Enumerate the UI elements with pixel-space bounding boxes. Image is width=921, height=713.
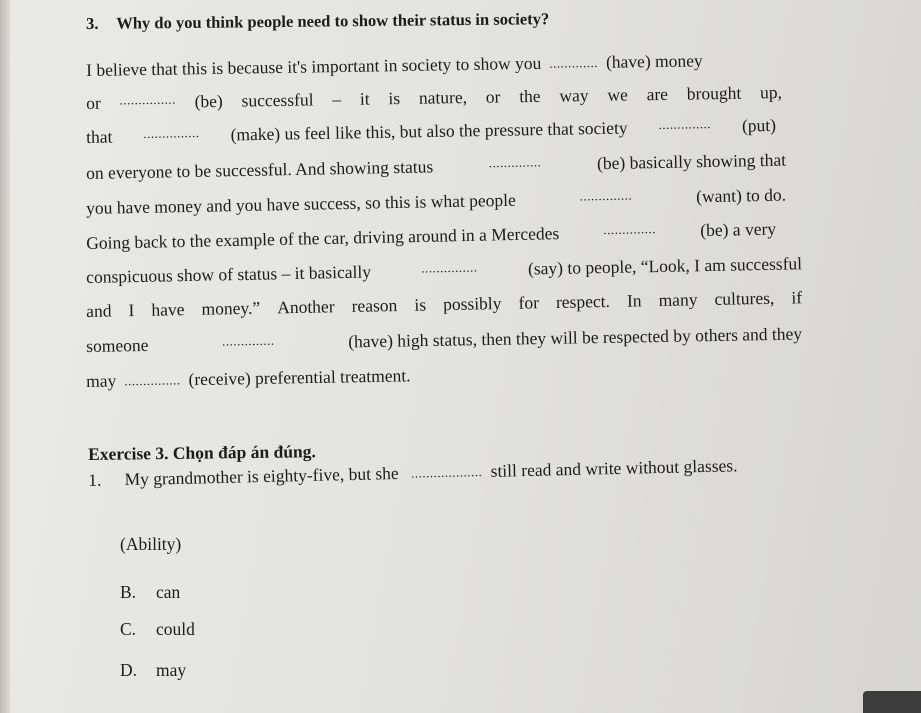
paragraph-text: I [128, 300, 135, 321]
option-letter: C. [120, 619, 137, 639]
fill-in-blank[interactable]: ............... [124, 372, 181, 389]
fill-in-blank[interactable]: ............... [119, 91, 176, 108]
item-text-after: still read and write without glasses. [490, 455, 738, 481]
paragraph-line [86, 115, 776, 148]
paragraph-text: that [86, 126, 113, 147]
option-letter: D. [120, 660, 138, 680]
option-can[interactable] [120, 582, 180, 603]
paragraph-text: In [626, 290, 642, 311]
paragraph-text: (say) to people, “Look, I am successful [527, 253, 803, 279]
paragraph-line [86, 287, 802, 322]
paragraph-text: we [607, 84, 628, 105]
paragraph-text: (have) money [605, 50, 703, 72]
option-text: can [156, 582, 181, 602]
paragraph-text: possibly [442, 293, 502, 315]
paragraph-text: or [485, 86, 501, 107]
paragraph-line [86, 185, 786, 219]
paragraph-text: (make) us feel like this, but also the pressure that society [230, 117, 628, 145]
paragraph-text: up, [759, 82, 783, 103]
item-number: 1. [88, 469, 102, 490]
paragraph-line [86, 150, 786, 184]
paragraph-text: nature, [418, 87, 468, 108]
item-text-before: My grandmother is eighty-five, but she [124, 462, 399, 490]
paragraph-text: (put) [741, 114, 777, 136]
fill-in-blank[interactable]: .............. [221, 332, 275, 349]
paragraph-text: have [151, 299, 185, 320]
option-may[interactable] [120, 660, 186, 681]
paragraph-text: (receive) preferential treatment. [188, 365, 411, 390]
fill-in-blank[interactable]: ............... [421, 259, 478, 276]
exercise-title: Exercise 3. Chọn đáp án đúng. [88, 441, 316, 464]
fill-in-blank[interactable]: .............. [488, 154, 542, 171]
paragraph-text: (be) [194, 90, 223, 112]
paragraph-text: for [518, 292, 540, 313]
page-binding-edge [0, 0, 10, 713]
paragraph-text: you have money and you have success, so this is what people [86, 189, 516, 218]
paragraph-text: on everyone to be successful. And showing status [86, 156, 434, 183]
item-hint: (Ability) [120, 534, 182, 554]
paragraph-text: may [86, 370, 117, 391]
option-text: may [156, 660, 187, 680]
paragraph-line [86, 253, 802, 288]
paragraph-text: and [86, 300, 112, 321]
paragraph-text: brought [686, 82, 742, 104]
option-text: could [156, 619, 195, 639]
option-could[interactable] [120, 619, 195, 640]
dark-corner-object [863, 691, 921, 713]
paragraph-text: money.” [201, 297, 261, 319]
fill-in-blank[interactable]: ............... [143, 125, 200, 141]
paragraph-text: is [414, 294, 427, 315]
paragraph-text: (be) a very [700, 218, 777, 241]
question-heading [86, 9, 549, 34]
paragraph-text: (want) to do. [695, 184, 787, 207]
paragraph-text: is [388, 88, 401, 109]
paragraph-text: if [791, 287, 803, 308]
paragraph-text: respect. [555, 290, 611, 312]
paragraph-text: (have) high status, then they will be respected by others and they [348, 323, 803, 352]
paragraph-text: many [658, 289, 698, 311]
paragraph-text: Another [277, 296, 335, 318]
paragraph-text: it [359, 88, 370, 109]
paragraph-text: the [519, 85, 541, 107]
paragraph-text: reason [351, 295, 398, 316]
fill-in-blank[interactable]: .............. [658, 116, 712, 133]
fill-in-blank[interactable]: ............. [549, 54, 599, 71]
question-text: Why do you think people need to show their status in society? [116, 9, 550, 33]
paragraph-text: (be) basically showing that [596, 149, 787, 174]
question-number: 3. [86, 13, 99, 33]
paragraph-text: conspicuous show of status – it basically [86, 261, 372, 287]
paragraph-text: Going back to the example of the car, driving around in a Mercedes [86, 223, 560, 253]
paragraph-text: I believe that this is because it's important in society to show you [86, 52, 542, 80]
paragraph-line [86, 82, 782, 114]
paragraph-line [86, 219, 776, 254]
fill-in-blank[interactable]: .............. [579, 187, 633, 204]
fill-in-blank[interactable]: .............. [603, 221, 657, 238]
paragraph-text: or [86, 92, 101, 113]
paragraph-line [86, 49, 766, 81]
paragraph-text: cultures, [714, 287, 775, 309]
paragraph-line [86, 359, 794, 392]
option-letter: B. [120, 582, 137, 602]
paragraph-text: someone [86, 334, 149, 356]
paragraph-text: are [646, 83, 669, 105]
item-blank[interactable]: ................... [410, 464, 483, 481]
paragraph-text: way [559, 85, 589, 106]
paragraph-line [86, 324, 802, 357]
paragraph-text: successful [241, 89, 314, 111]
paragraph-text: – [332, 88, 342, 110]
